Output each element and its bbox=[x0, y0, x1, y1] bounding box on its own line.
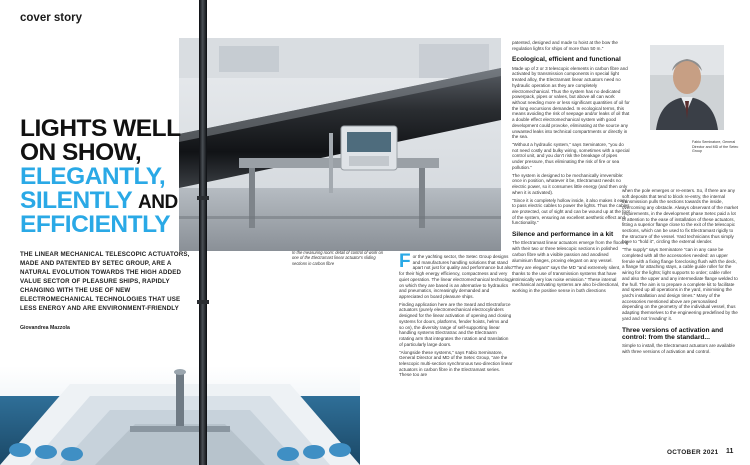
paragraph: The system is designed to be mechanically irreversible: once in position, whatever it be, Electramast needs no electric power, so it consumes little energy (and then only when it is activated). bbox=[512, 172, 628, 195]
subheading: Silence and performance in a kit bbox=[512, 231, 614, 239]
mast-pole bbox=[196, 0, 210, 465]
subheading: Three versions of activation and control: from the standard... bbox=[622, 326, 724, 341]
headline-line-4 bbox=[20, 189, 195, 213]
paragraph: "Alongside these systems," says Fabio Seminatore, General Director and MD of the Setec Group, "are the telescopic multi-section synchronous two-direction linear actuators in carbon fibre in the Electramast series. These too are bbox=[399, 349, 513, 378]
paragraph: "Since it is completely hollow inside, it also makes it easy to pass electric cables to power the lights. Thus the cables are protected, out of sight and can be wound up at the foot of the system, ensuring an excellent aesthetic effect and functionality." bbox=[512, 197, 630, 226]
photo-caption: In the measuring room: detail of control of work on one of the Electramast linear actuator's sliding sections in carbon fibre bbox=[292, 250, 384, 266]
paragraph: Made up of 2 or 3 telescopic elements in carbon fibre and activated by transmission components in special light treated alloy, the Electramast linear actuators need no hydraulic operation as they are completely electromechanical. Thus the system has no dedicated powerpack, pipes or valves, but above all can work without needing more or less significant quantities of oil for the long excursions demanded. In ecological terms, this means avoiding the risk of seepage and/or leaks of oil that a double effect electromechanical system with good development could provoke, eliminating at the source any unwanted leaks into technical compartments or directly in the sea. bbox=[512, 65, 630, 140]
subhead: THE LINEAR MECHANICAL TELESCOPIC ACTUATORS, MADE AND PATENTED BY SETEC GROUP, ARE A NATURAL EVOLUTION TOWARDS THE HIGH ADDED VALUE SECTOR OF PLEASURE SHIPS, RAPIDLY CHANGING WITH THE USE OF NEW ELECTROMECHANICAL TECHNOLOGIES THAT USE LESS ENERGY AND ARE ENVIRONMENT-FRIENDLY bbox=[20, 251, 190, 312]
yacht-deck-photo bbox=[0, 366, 360, 465]
portrait-caption: Fabio Seminatore, General Director and MD of the Setec Group bbox=[692, 140, 739, 154]
headline-line-1: LIGHTS WELL bbox=[20, 115, 181, 142]
paragraph: when the pole emerges or re-enters. So, if there are any soft deposits that tend to block re-entry, the internal transmission pulls the sections towards the inside, overcoming any obstacle. Always observant of the market requirements, in the development phase Setec paid a lot of attention to the ease of installation of these actuators, fitting a superior flange close to the exit of the telescopic sections, which can be used to fix Electramast rigidly to the structure of the vessel. Yard technicians thus simply have to "hold it", circling the external slender. bbox=[622, 188, 739, 245]
paragraph: "Without a hydraulic system," says Seminatore, "you do not need costly and bulky wiring, sometimes with a special control unit, and you don't risk the breakage of pipes under pressure, thus eliminating the risk of fire or sea pollution." bbox=[512, 142, 630, 170]
headline-line-3: ELEGANTLY, bbox=[20, 163, 166, 190]
headline bbox=[20, 117, 195, 237]
text-column-1 bbox=[399, 251, 513, 380]
author: Giovandrea Mazzola bbox=[20, 325, 70, 331]
product-photo bbox=[179, 38, 501, 251]
paragraph: "The supply" says Seminatore "can in any case be completed with all the accessories needed: an upper ferrule with a fixing flange foreclosing flush with the deck, a flange for attaching stays, a cable guide roller for the wiring for the lights; light supports to order; cable roller and also the upper and any intermediate flange welded to the hull. The aim is to prepare a complete kit to facilitate and speed up all operations in the yard, minimising the yard's installation and design times." Many of the accessories mentioned above are personalised depending on the geometry of the individual vessel, thus adapting themselves to the engineering predefined by the yard and not 'invading' it. bbox=[622, 247, 738, 321]
headline-word-silently: SILENTLY bbox=[20, 187, 132, 214]
paragraph-text: or the yachting sector, the Setec Group designs and manufactures handling solutions that stand apart not just for quality and performance but also for their high energy efficiency, compactness and very quiet operation. The linear electromechanical technology on which they are based is an alternative to hydraulics and pneumatics, increasingly demanded and appreciated on board pleasure ships. bbox=[399, 254, 513, 300]
paragraph: Simple to install, the Electramast actuators are available with three versions of activation and control. bbox=[622, 343, 735, 354]
section-tag: cover story bbox=[20, 12, 83, 24]
headline-line-5: EFFICIENTLY bbox=[20, 211, 171, 238]
text-column-2 bbox=[512, 40, 630, 296]
drop-cap: F bbox=[399, 251, 411, 272]
issue-date: OCTOBER 2021 bbox=[667, 449, 719, 456]
page-number: 11 bbox=[726, 448, 734, 455]
text-column-3 bbox=[622, 188, 738, 356]
headline-line-2: ON SHOW, bbox=[20, 139, 142, 166]
paragraph: Finding application here are the Seard and Electraforce actuators (purely electromechanical electrocylinders designed for the linear activation of opening and closing systems for doors, platforms, fender hoists, helms and so on), the diversity range of self-supporting linear handling systems Electratrac and the Electraarm rotating arm that integrates the rotation and translation of particularly large doors. bbox=[399, 301, 512, 347]
paragraph bbox=[399, 251, 513, 300]
portrait-photo bbox=[650, 45, 724, 130]
paragraph: patented, designed and made to hoist at the bow the regulation lights for ships of more than 50 m." bbox=[512, 40, 618, 51]
headline-word-and: AND bbox=[138, 192, 178, 213]
paragraph: "They are elegant" says the MD "and extremely silent, thanks to the use of transmission systems that have intrinsically very low noise emission." These internal mechanical activating systems are also bi-directional, working in the positive sense in both directions bbox=[512, 265, 621, 294]
paragraph: The Electramast linear actuators emerge from the flooring with their two or three telescopic sections in polished carbon fibre with a visible passion and anodised aluminium flanges, proving elegant on any vessel. bbox=[512, 240, 629, 263]
subheading: Ecological, efficient and functional bbox=[512, 56, 621, 64]
